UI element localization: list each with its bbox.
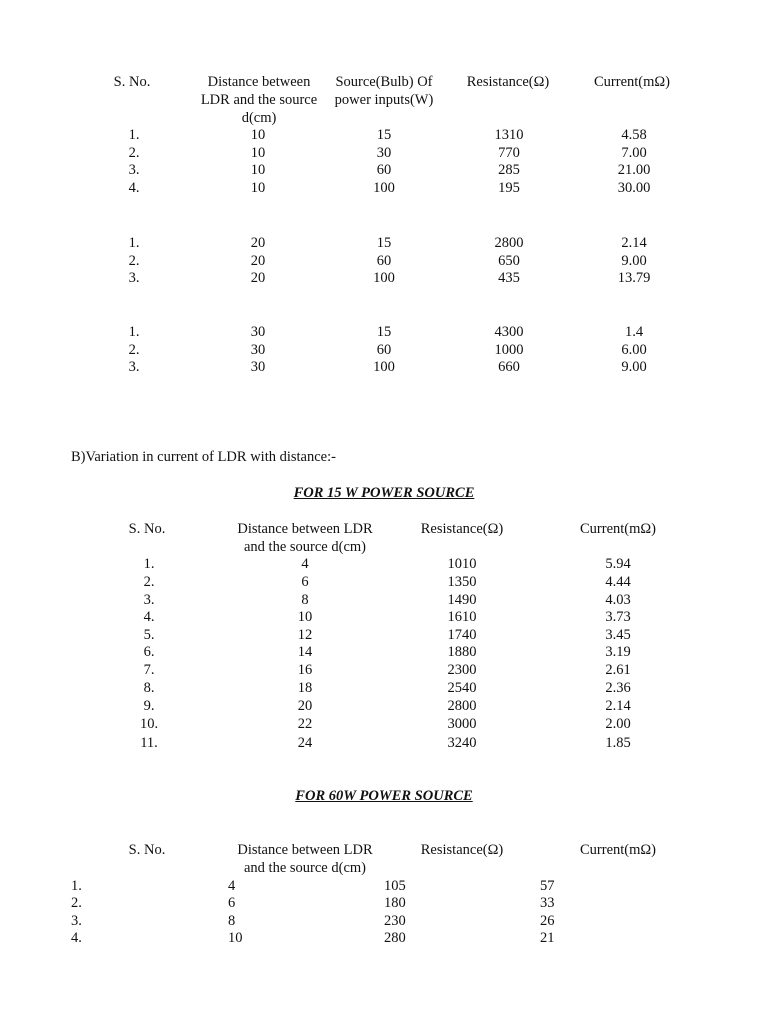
cell-resistance: 1880 — [447, 644, 477, 660]
cell-current: 3.19 — [605, 644, 631, 660]
cell-distance: 18 — [297, 680, 313, 696]
cell-sno: 11. — [140, 735, 158, 751]
table-row — [0, 252, 768, 270]
cell-current: 3.45 — [605, 627, 631, 643]
cell-sno: 3. — [128, 270, 140, 286]
table-15w-header-sno: S. No. — [128, 521, 166, 537]
cell-distance: 20 — [250, 235, 266, 251]
cell-source: 100 — [373, 180, 395, 196]
table-row — [0, 912, 768, 930]
table-row — [0, 679, 768, 697]
table-row — [0, 234, 768, 252]
table-row — [0, 323, 768, 341]
cell-current: 6.00 — [621, 342, 647, 358]
cell-current: 7.00 — [621, 145, 647, 161]
cell-current: 13.79 — [617, 270, 651, 286]
table-row — [0, 573, 768, 591]
cell-resistance: 2800 — [494, 235, 524, 251]
table-row — [0, 643, 768, 661]
cell-current: 2.00 — [605, 716, 631, 732]
cell-current: 2.14 — [621, 235, 647, 251]
cell-sno: 5. — [143, 627, 155, 643]
table-60w-header-current: Current(mΩ) — [579, 842, 656, 858]
cell-resistance: 195 — [498, 180, 520, 196]
cell-distance: 8 — [301, 592, 309, 608]
cell-sno: 8. — [143, 680, 155, 696]
cell-distance: 30 — [250, 324, 266, 340]
cell-distance: 10 — [250, 127, 266, 143]
cell-source: 30 — [376, 145, 392, 161]
cell-resistance: 2800 — [447, 698, 477, 714]
table-row — [0, 715, 768, 733]
table-a-header-resistance: Resistance(Ω) — [466, 74, 550, 90]
cell-sno: 9. — [143, 698, 155, 714]
cell-resistance: 660 — [498, 359, 520, 375]
cell-distance: 10 — [228, 930, 243, 946]
cell-distance: 6 — [301, 574, 309, 590]
cell-sno: 3. — [128, 162, 140, 178]
table-row — [0, 161, 768, 179]
cell-distance: 10 — [250, 145, 266, 161]
cell-distance: 20 — [297, 698, 313, 714]
cell-resistance: 435 — [498, 270, 520, 286]
cell-source: 60 — [376, 162, 392, 178]
cell-sno: 2. — [143, 574, 155, 590]
table-row — [0, 929, 768, 947]
cell-sno: 3. — [71, 913, 82, 929]
cell-resistance: 180 — [384, 895, 406, 911]
table-row — [0, 734, 768, 752]
cell-sno: 3. — [143, 592, 155, 608]
cell-resistance: 3000 — [447, 716, 477, 732]
cell-current: 33 — [540, 895, 555, 911]
cell-current: 3.73 — [605, 609, 631, 625]
cell-current: 2.14 — [605, 698, 631, 714]
cell-distance: 24 — [297, 735, 313, 751]
table-row — [0, 661, 768, 679]
cell-resistance: 1740 — [447, 627, 477, 643]
cell-current: 4.58 — [621, 127, 647, 143]
cell-distance: 4 — [301, 556, 309, 572]
cell-resistance: 1350 — [447, 574, 477, 590]
cell-sno: 2. — [71, 895, 82, 911]
table-60w-header-sno: S. No. — [128, 842, 166, 858]
cell-resistance: 2300 — [447, 662, 477, 678]
cell-distance: 4 — [228, 878, 236, 894]
cell-sno: 1. — [128, 235, 140, 251]
cell-source: 100 — [373, 359, 395, 375]
table-a-header-source: Source(Bulb) Of power inputs(W) — [334, 74, 434, 108]
cell-distance: 6 — [228, 895, 236, 911]
cell-resistance: 285 — [498, 162, 520, 178]
cell-resistance: 650 — [498, 253, 520, 269]
table-60w-title: FOR 60W POWER SOURCE — [295, 788, 473, 804]
cell-sno: 1. — [143, 556, 155, 572]
cell-current: 1.85 — [605, 735, 631, 751]
cell-resistance: 3240 — [447, 735, 477, 751]
cell-sno: 1. — [71, 878, 82, 894]
table-15w-title: FOR 15 W POWER SOURCE — [293, 485, 475, 501]
cell-current: 2.61 — [605, 662, 631, 678]
cell-resistance: 770 — [498, 145, 520, 161]
cell-distance: 10 — [250, 180, 266, 196]
cell-current: 4.44 — [605, 574, 631, 590]
cell-current: 30.00 — [617, 180, 651, 196]
cell-sno: 2. — [128, 145, 140, 161]
cell-sno: 7. — [143, 662, 155, 678]
cell-sno: 4. — [143, 609, 155, 625]
cell-distance: 10 — [250, 162, 266, 178]
cell-distance: 16 — [297, 662, 313, 678]
table-60w-header-resistance: Resistance(Ω) — [420, 842, 504, 858]
table-row — [0, 608, 768, 626]
cell-distance: 22 — [297, 716, 313, 732]
cell-distance: 8 — [228, 913, 236, 929]
table-15w-header-current: Current(mΩ) — [579, 521, 656, 537]
cell-sno: 4. — [128, 180, 140, 196]
table-row — [0, 555, 768, 573]
cell-source: 15 — [376, 324, 392, 340]
cell-sno: 2. — [128, 253, 140, 269]
table-row — [0, 126, 768, 144]
cell-current: 26 — [540, 913, 555, 929]
cell-distance: 20 — [250, 253, 266, 269]
cell-resistance: 4300 — [494, 324, 524, 340]
cell-sno: 2. — [128, 342, 140, 358]
table-a-header-distance: Distance between LDR and the source d(cm) — [200, 74, 318, 126]
table-60w-header-distance-line1: Distance between LDR — [237, 842, 373, 858]
cell-resistance: 1310 — [494, 127, 524, 143]
table-15w-header-distance-line2: and the source d(cm) — [244, 539, 366, 555]
cell-sno: 4. — [71, 930, 82, 946]
cell-current: 4.03 — [605, 592, 631, 608]
cell-resistance: 1010 — [447, 556, 477, 572]
cell-current: 57 — [540, 878, 555, 894]
cell-resistance: 1490 — [447, 592, 477, 608]
table-a-header-current: Current(mΩ) — [593, 74, 670, 90]
table-15w-header-resistance: Resistance(Ω) — [420, 521, 504, 537]
cell-source: 100 — [373, 270, 395, 286]
cell-distance: 10 — [297, 609, 313, 625]
section-b-heading: B)Variation in current of LDR with distance:- — [71, 449, 336, 465]
cell-distance: 12 — [297, 627, 313, 643]
cell-resistance: 2540 — [447, 680, 477, 696]
cell-distance: 20 — [250, 270, 266, 286]
table-row — [0, 697, 768, 715]
table-row — [0, 179, 768, 197]
cell-sno: 10. — [139, 716, 159, 732]
cell-current: 21 — [540, 930, 555, 946]
cell-resistance: 1610 — [447, 609, 477, 625]
cell-sno: 3. — [128, 359, 140, 375]
cell-current: 21.00 — [617, 162, 651, 178]
table-row — [0, 877, 768, 895]
cell-current: 9.00 — [621, 253, 647, 269]
table-row — [0, 626, 768, 644]
cell-resistance: 105 — [384, 878, 406, 894]
cell-resistance: 230 — [384, 913, 406, 929]
cell-source: 60 — [376, 253, 392, 269]
cell-current: 9.00 — [621, 359, 647, 375]
cell-resistance: 280 — [384, 930, 406, 946]
table-15w-header-distance-line1: Distance between LDR — [237, 521, 373, 537]
table-row — [0, 269, 768, 287]
cell-resistance: 1000 — [494, 342, 524, 358]
table-row — [0, 144, 768, 162]
cell-source: 15 — [376, 235, 392, 251]
cell-distance: 30 — [250, 342, 266, 358]
table-row — [0, 341, 768, 359]
cell-current: 2.36 — [605, 680, 631, 696]
table-row — [0, 358, 768, 376]
cell-distance: 30 — [250, 359, 266, 375]
cell-sno: 1. — [128, 324, 140, 340]
cell-source: 60 — [376, 342, 392, 358]
cell-source: 15 — [376, 127, 392, 143]
cell-current: 5.94 — [605, 556, 631, 572]
table-60w-header-distance-line2: and the source d(cm) — [244, 860, 366, 876]
cell-sno: 1. — [128, 127, 140, 143]
cell-current: 1.4 — [624, 324, 644, 340]
cell-sno: 6. — [143, 644, 155, 660]
table-row — [0, 591, 768, 609]
table-row — [0, 894, 768, 912]
cell-distance: 14 — [297, 644, 313, 660]
table-a-header-sno: S. No. — [113, 74, 151, 90]
